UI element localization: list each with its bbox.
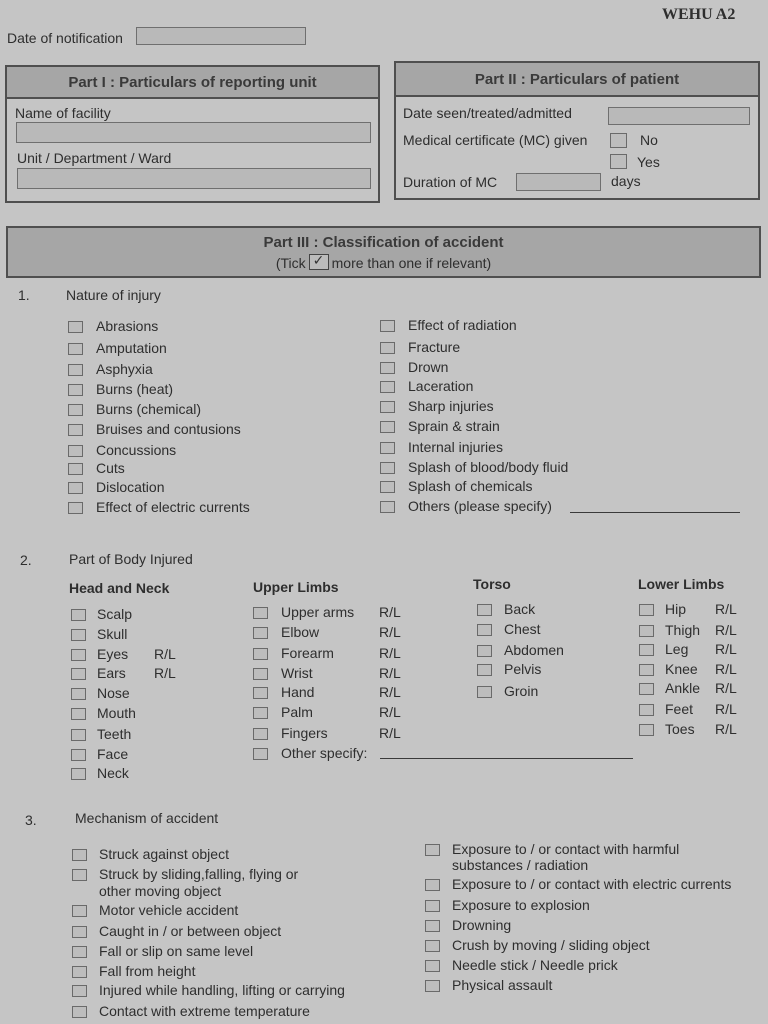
section2-number: 2.	[20, 552, 32, 568]
hand-checkbox[interactable]	[253, 687, 268, 699]
toes-side-label: R/L	[715, 721, 737, 737]
leg-checkbox[interactable]	[639, 644, 654, 656]
abrasions-checkbox[interactable]	[68, 321, 83, 333]
caught-in-or-between-object-checkbox[interactable]	[72, 926, 87, 938]
physical-assault-label: Physical assault	[452, 977, 553, 993]
drown-label: Drown	[408, 359, 449, 375]
splash-of-blood-body-fluid-label: Splash of blood/body fluid	[408, 459, 569, 475]
form-code: WEHU A2	[662, 6, 736, 23]
sprain-strain-checkbox[interactable]	[380, 421, 395, 433]
teeth-label: Teeth	[97, 726, 132, 742]
teeth-checkbox[interactable]	[71, 729, 86, 741]
fall-or-slip-on-same-level-label: Fall or slip on same level	[99, 943, 254, 959]
skull-checkbox[interactable]	[71, 629, 86, 641]
forearm-label: Forearm	[281, 645, 334, 661]
mouth-checkbox[interactable]	[71, 708, 86, 720]
neck-label: Neck	[97, 765, 129, 781]
abdomen-checkbox[interactable]	[477, 645, 492, 657]
others-please-specify-label: Others (please specify)	[408, 498, 552, 514]
part3-banner	[6, 226, 761, 278]
eyes-side-label: R/L	[154, 646, 176, 662]
head-neck-title: Head and Neck	[69, 580, 170, 596]
ankle-label: Ankle	[665, 680, 701, 696]
mc-yes-label: Yes	[637, 154, 660, 170]
skull-label: Skull	[97, 626, 128, 642]
facility-field[interactable]	[16, 122, 371, 143]
splash-of-chemicals-label: Splash of chemicals	[408, 478, 533, 494]
mc-yes-checkbox[interactable]	[610, 154, 627, 169]
wrist-label: Wrist	[281, 665, 313, 681]
face-checkbox[interactable]	[71, 749, 86, 761]
hip-label: Hip	[665, 601, 687, 617]
abrasions-label: Abrasions	[96, 318, 159, 334]
ears-checkbox[interactable]	[71, 668, 86, 680]
elbow-checkbox[interactable]	[253, 627, 268, 639]
wrist-checkbox[interactable]	[253, 668, 268, 680]
hip-side-label: R/L	[715, 601, 737, 617]
knee-checkbox[interactable]	[639, 664, 654, 676]
neck-checkbox[interactable]	[71, 768, 86, 780]
palm-checkbox[interactable]	[253, 707, 268, 719]
lower-limbs-title: Lower Limbs	[638, 576, 725, 592]
chest-checkbox[interactable]	[477, 624, 492, 636]
knee-side-label: R/L	[715, 661, 737, 677]
asphyxia-checkbox[interactable]	[68, 364, 83, 376]
face-label: Face	[97, 746, 129, 762]
feet-label: Feet	[665, 701, 694, 717]
bruises-and-contusions-checkbox[interactable]	[68, 424, 83, 436]
back-checkbox[interactable]	[477, 604, 492, 616]
part2-title: Part II : Particulars of patient	[396, 63, 758, 97]
struck-against-object-label: Struck against object	[99, 846, 229, 862]
leg-side-label: R/L	[715, 641, 737, 657]
nose-checkbox[interactable]	[71, 688, 86, 700]
mc-no-label: No	[640, 132, 658, 148]
fingers-checkbox[interactable]	[253, 728, 268, 740]
part3-subtitle-before: (Tick	[275, 255, 306, 271]
burns-heat-label: Burns (heat)	[96, 381, 174, 397]
elbow-side-label: R/L	[379, 624, 401, 640]
upper-limbs-title: Upper Limbs	[253, 579, 339, 595]
fracture-label: Fracture	[408, 339, 461, 355]
effect-of-radiation-label: Effect of radiation	[408, 317, 517, 333]
exposure-to-or-contact-with-electric-currents-label: Exposure to / or contact with electric currents	[452, 876, 732, 892]
other-specify-label: Other specify:	[281, 745, 368, 761]
ears-side-label: R/L	[154, 665, 176, 681]
others-please-specify-checkbox[interactable]	[380, 501, 395, 513]
fall-or-slip-on-same-level-checkbox[interactable]	[72, 946, 87, 958]
effect-of-electric-currents-checkbox[interactable]	[68, 502, 83, 514]
exposure-to-explosion-label: Exposure to explosion	[452, 897, 590, 913]
section3-title: Mechanism of accident	[75, 810, 219, 826]
caught-in-or-between-object-label: Caught in / or between object	[99, 923, 282, 939]
upper-arms-checkbox[interactable]	[253, 607, 268, 619]
chest-label: Chest	[504, 621, 541, 637]
leg-label: Leg	[665, 641, 689, 657]
contact-with-extreme-temperature-checkbox[interactable]	[72, 1006, 87, 1018]
duration-label: Duration of MC	[403, 174, 498, 190]
scalp-checkbox[interactable]	[71, 609, 86, 621]
sharp-injuries-label: Sharp injuries	[408, 398, 494, 414]
hand-label: Hand	[281, 684, 315, 700]
mc-no-checkbox[interactable]	[610, 133, 627, 148]
toes-label: Toes	[665, 721, 695, 737]
substances-radiation-label: substances / radiation	[452, 857, 589, 873]
asphyxia-label: Asphyxia	[96, 361, 153, 377]
exposure-to-or-contact-with-harmful-label: Exposure to / or contact with harmful	[452, 841, 680, 857]
ears-label: Ears	[97, 665, 126, 681]
forearm-side-label: R/L	[379, 645, 401, 661]
part2-panel	[394, 61, 760, 200]
burns-chemical-label: Burns (chemical)	[96, 401, 202, 417]
drown-checkbox[interactable]	[380, 362, 395, 374]
bruises-and-contusions-label: Bruises and contusions	[96, 421, 241, 437]
struck-by-sliding-falling-flying-or-label: Struck by sliding,falling, flying or	[99, 866, 299, 882]
others-specify-line	[570, 512, 740, 513]
hand-side-label: R/L	[379, 684, 401, 700]
contact-with-extreme-temperature-label: Contact with extreme temperature	[99, 1003, 310, 1019]
fingers-label: Fingers	[281, 725, 328, 741]
feet-side-label: R/L	[715, 701, 737, 717]
groin-checkbox[interactable]	[477, 686, 492, 698]
laceration-checkbox[interactable]	[380, 381, 395, 393]
other-specify-line	[380, 758, 633, 759]
splash-of-blood-body-fluid-checkbox[interactable]	[380, 462, 395, 474]
drowning-checkbox[interactable]	[425, 920, 440, 932]
motor-vehicle-accident-label: Motor vehicle accident	[99, 902, 239, 918]
dislocation-checkbox[interactable]	[68, 482, 83, 494]
section1-title: Nature of injury	[66, 287, 161, 303]
date-seen-field[interactable]	[608, 107, 750, 125]
crush-by-moving-sliding-object-checkbox[interactable]	[425, 940, 440, 952]
concussions-checkbox[interactable]	[68, 445, 83, 457]
needle-stick-needle-prick-checkbox[interactable]	[425, 960, 440, 972]
hip-checkbox[interactable]	[639, 604, 654, 616]
drowning-label: Drowning	[452, 917, 512, 933]
back-label: Back	[504, 601, 536, 617]
burns-chemical-checkbox[interactable]	[68, 404, 83, 416]
part3-title: Part III : Classification of accident	[263, 234, 504, 251]
effect-of-radiation-checkbox[interactable]	[380, 320, 395, 332]
date-of-notification-label: Date of notification	[7, 30, 123, 46]
section1-number: 1.	[18, 287, 30, 303]
injured-while-handling-lifting-or-carrying-checkbox[interactable]	[72, 985, 87, 997]
days-label: days	[611, 173, 641, 189]
part1-panel	[5, 65, 380, 203]
upper-arms-label: Upper arms	[281, 604, 355, 620]
pelvis-label: Pelvis	[504, 661, 542, 677]
amputation-label: Amputation	[96, 340, 167, 356]
cuts-label: Cuts	[96, 460, 125, 476]
duration-field[interactable]	[516, 173, 601, 191]
sharp-injuries-checkbox[interactable]	[380, 401, 395, 413]
struck-by-sliding-falling-flying-or-checkbox[interactable]	[72, 869, 87, 881]
wrist-side-label: R/L	[379, 665, 401, 681]
concussions-label: Concussions	[96, 442, 177, 458]
elbow-label: Elbow	[281, 624, 320, 640]
knee-label: Knee	[665, 661, 698, 677]
section3-number: 3.	[25, 812, 37, 828]
fracture-checkbox[interactable]	[380, 342, 395, 354]
other-specify-checkbox[interactable]	[253, 748, 268, 760]
effect-of-electric-currents-label: Effect of electric currents	[96, 499, 250, 515]
pelvis-checkbox[interactable]	[477, 664, 492, 676]
internal-injuries-label: Internal injuries	[408, 439, 503, 455]
mouth-label: Mouth	[97, 705, 136, 721]
splash-of-chemicals-checkbox[interactable]	[380, 481, 395, 493]
ankle-side-label: R/L	[715, 680, 737, 696]
struck-against-object-checkbox[interactable]	[72, 849, 87, 861]
upper-arms-side-label: R/L	[379, 604, 401, 620]
part3-subtitle	[8, 254, 759, 271]
groin-label: Groin	[504, 683, 539, 699]
unit-label: Unit / Department / Ward	[17, 150, 172, 166]
amputation-checkbox[interactable]	[68, 343, 83, 355]
thigh-label: Thigh	[665, 622, 701, 638]
date-seen-label: Date seen/treated/admitted	[403, 105, 572, 121]
feet-checkbox[interactable]	[639, 704, 654, 716]
part3-subtitle-after: more than one if relevant)	[331, 255, 492, 271]
part1-title: Part I : Particulars of reporting unit	[7, 67, 378, 99]
needle-stick-needle-prick-label: Needle stick / Needle prick	[452, 957, 618, 973]
torso-title: Torso	[473, 576, 511, 592]
palm-label: Palm	[281, 704, 313, 720]
exposure-to-or-contact-with-harmful-checkbox[interactable]	[425, 844, 440, 856]
exposure-to-or-contact-with-electric-currents-checkbox[interactable]	[425, 879, 440, 891]
thigh-checkbox[interactable]	[639, 625, 654, 637]
mc-given-label: Medical certificate (MC) given	[403, 132, 588, 148]
eyes-checkbox[interactable]	[71, 649, 86, 661]
fall-from-height-label: Fall from height	[99, 963, 196, 979]
dislocation-label: Dislocation	[96, 479, 165, 495]
check-icon	[309, 254, 329, 270]
abdomen-label: Abdomen	[504, 642, 564, 658]
eyes-label: Eyes	[97, 646, 129, 662]
sprain-strain-label: Sprain & strain	[408, 418, 500, 434]
motor-vehicle-accident-checkbox[interactable]	[72, 905, 87, 917]
date-of-notification-field[interactable]	[136, 27, 306, 45]
other-moving-object-label: other moving object	[99, 883, 222, 899]
scalp-label: Scalp	[97, 606, 133, 622]
unit-field[interactable]	[17, 168, 371, 189]
injured-while-handling-lifting-or-carrying-label: Injured while handling, lifting or carrying	[99, 982, 345, 998]
physical-assault-checkbox[interactable]	[425, 980, 440, 992]
thigh-side-label: R/L	[715, 622, 737, 638]
facility-label: Name of facility	[15, 105, 111, 121]
internal-injuries-checkbox[interactable]	[380, 442, 395, 454]
exposure-to-explosion-checkbox[interactable]	[425, 900, 440, 912]
nose-label: Nose	[97, 685, 130, 701]
ankle-checkbox[interactable]	[639, 683, 654, 695]
cuts-checkbox[interactable]	[68, 463, 83, 475]
toes-checkbox[interactable]	[639, 724, 654, 736]
section2-title: Part of Body Injured	[69, 551, 193, 567]
forearm-checkbox[interactable]	[253, 648, 268, 660]
laceration-label: Laceration	[408, 378, 474, 394]
crush-by-moving-sliding-object-label: Crush by moving / sliding object	[452, 937, 650, 953]
palm-side-label: R/L	[379, 704, 401, 720]
fingers-side-label: R/L	[379, 725, 401, 741]
burns-heat-checkbox[interactable]	[68, 384, 83, 396]
fall-from-height-checkbox[interactable]	[72, 966, 87, 978]
